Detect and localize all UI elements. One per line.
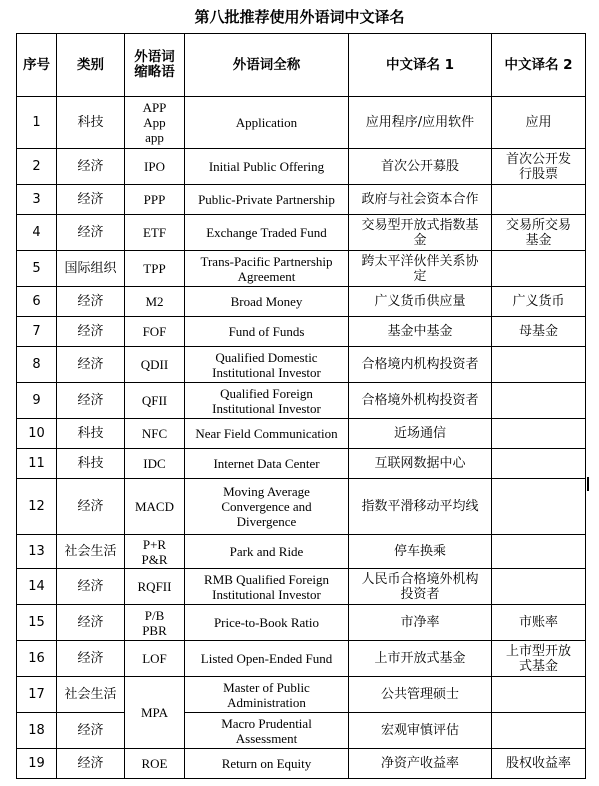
cell-zh1: 净资产收益率 — [349, 749, 492, 779]
cell-zh1: 交易型开放式指数基 金 — [349, 215, 492, 251]
cell-category: 经济 — [57, 185, 125, 215]
cell-seq: 9 — [17, 383, 57, 419]
cell-abbr: ROE — [125, 749, 185, 779]
header-abbr: 外语词 缩略语 — [125, 34, 185, 97]
cell-abbr: MACD — [125, 479, 185, 535]
cell-full: Public-Private Partnership — [185, 185, 349, 215]
cell-full: Qualified Domestic Institutional Investor — [185, 347, 349, 383]
cell-full: RMB Qualified Foreign Institutional Investor — [185, 569, 349, 605]
cell-full: Initial Public Offering — [185, 149, 349, 185]
cell-category: 经济 — [57, 383, 125, 419]
cell-full: Internet Data Center — [185, 449, 349, 479]
cell-zh2: 市账率 — [492, 605, 586, 641]
cell-abbr: P+R P&R — [125, 535, 185, 569]
cell-full: Macro Prudential Assessment — [185, 713, 349, 749]
cell-full: Application — [185, 97, 349, 149]
table-row — [17, 749, 586, 779]
header-zh2: 中文译名 2 — [492, 34, 586, 97]
cell-seq: 6 — [17, 287, 57, 317]
cell-zh2 — [492, 677, 586, 713]
cell-seq: 16 — [17, 641, 57, 677]
cell-zh1: 近场通信 — [349, 419, 492, 449]
page-title: 第八批推荐使用外语词中文译名 — [194, 8, 405, 26]
cell-category: 科技 — [57, 449, 125, 479]
table-row — [17, 713, 586, 749]
cell-full: Exchange Traded Fund — [185, 215, 349, 251]
cell-zh2: 股权收益率 — [492, 749, 586, 779]
cell-zh1: 政府与社会资本合作 — [349, 185, 492, 215]
cell-zh2 — [492, 713, 586, 749]
cell-zh1: 指数平滑移动平均线 — [349, 479, 492, 535]
table-row — [17, 287, 586, 317]
cell-zh1: 上市开放式基金 — [349, 641, 492, 677]
cell-category: 经济 — [57, 569, 125, 605]
cell-seq: 5 — [17, 251, 57, 287]
cell-category: 经济 — [57, 605, 125, 641]
cell-full: Park and Ride — [185, 535, 349, 569]
cell-full: Master of Public Administration — [185, 677, 349, 713]
table-row — [17, 185, 586, 215]
table-row — [17, 97, 586, 149]
cell-seq: 4 — [17, 215, 57, 251]
table-row — [17, 419, 586, 449]
table-row — [17, 569, 586, 605]
cell-category: 科技 — [57, 97, 125, 149]
table-row — [17, 677, 586, 713]
table-row — [17, 479, 586, 535]
cell-zh1: 合格境内机构投资者 — [349, 347, 492, 383]
table-row — [17, 383, 586, 419]
header-zh1: 中文译名 1 — [349, 34, 492, 97]
cell-zh2: 上市型开放 式基金 — [492, 641, 586, 677]
cell-zh2: 广义货币 — [492, 287, 586, 317]
cell-abbr: QDII — [125, 347, 185, 383]
cell-zh1: 跨太平洋伙伴关系协 定 — [349, 251, 492, 287]
cell-abbr: LOF — [125, 641, 185, 677]
cell-zh2: 母基金 — [492, 317, 586, 347]
cell-category: 经济 — [57, 713, 125, 749]
cell-zh1: 基金中基金 — [349, 317, 492, 347]
cell-zh1: 停车换乘 — [349, 535, 492, 569]
cell-category: 社会生活 — [57, 535, 125, 569]
cell-zh1: 合格境外机构投资者 — [349, 383, 492, 419]
table-row — [17, 251, 586, 287]
cell-full: Trans-Pacific Partnership Agreement — [185, 251, 349, 287]
cell-full: Price-to-Book Ratio — [185, 605, 349, 641]
cell-zh2 — [492, 569, 586, 605]
cell-category: 经济 — [57, 317, 125, 347]
cell-category: 经济 — [57, 149, 125, 185]
cell-full: Near Field Communication — [185, 419, 349, 449]
cell-abbr: M2 — [125, 287, 185, 317]
header-full: 外语词全称 — [185, 34, 349, 97]
cell-zh2 — [492, 535, 586, 569]
cell-category: 经济 — [57, 749, 125, 779]
cell-zh1: 应用程序/应用软件 — [349, 97, 492, 149]
cell-abbr: QFII — [125, 383, 185, 419]
cell-zh1: 首次公开募股 — [349, 149, 492, 185]
cell-full: Moving Average Convergence and Divergence — [185, 479, 349, 535]
cell-zh1: 互联网数据中心 — [349, 449, 492, 479]
cell-zh2: 应用 — [492, 97, 586, 149]
cell-seq: 11 — [17, 449, 57, 479]
table-row — [17, 347, 586, 383]
cell-abbr: APP App app — [125, 97, 185, 149]
table-row — [17, 317, 586, 347]
cell-abbr: RQFII — [125, 569, 185, 605]
cell-full: Listed Open-Ended Fund — [185, 641, 349, 677]
term-table — [16, 33, 586, 779]
cell-category: 科技 — [57, 419, 125, 449]
cell-zh1: 广义货币供应量 — [349, 287, 492, 317]
cell-full: Broad Money — [185, 287, 349, 317]
cell-category: 国际组织 — [57, 251, 125, 287]
cell-seq: 13 — [17, 535, 57, 569]
cell-abbr: IPO — [125, 149, 185, 185]
header-category: 类别 — [57, 34, 125, 97]
cell-zh1: 市净率 — [349, 605, 492, 641]
cell-seq: 10 — [17, 419, 57, 449]
cell-seq: 3 — [17, 185, 57, 215]
cell-full: Qualified Foreign Institutional Investor — [185, 383, 349, 419]
cell-zh2 — [492, 347, 586, 383]
cell-abbr: NFC — [125, 419, 185, 449]
cell-abbr: ETF — [125, 215, 185, 251]
cell-full: Fund of Funds — [185, 317, 349, 347]
cell-category: 经济 — [57, 479, 125, 535]
cell-zh1: 人民币合格境外机构 投资者 — [349, 569, 492, 605]
cell-seq: 19 — [17, 749, 57, 779]
cell-full: Return on Equity — [185, 749, 349, 779]
cell-zh2 — [492, 419, 586, 449]
cell-zh1: 宏观审慎评估 — [349, 713, 492, 749]
cell-zh1: 公共管理硕士 — [349, 677, 492, 713]
cell-zh2 — [492, 185, 586, 215]
cell-abbr: IDC — [125, 449, 185, 479]
header-row — [17, 34, 586, 97]
cell-category: 经济 — [57, 287, 125, 317]
cell-seq: 18 — [17, 713, 57, 749]
header-seq: 序号 — [17, 34, 57, 97]
cell-seq: 17 — [17, 677, 57, 713]
edge-mark — [587, 477, 589, 491]
table-row — [17, 449, 586, 479]
cell-category: 社会生活 — [57, 677, 125, 713]
cell-seq: 12 — [17, 479, 57, 535]
cell-seq: 8 — [17, 347, 57, 383]
cell-abbr: TPP — [125, 251, 185, 287]
cell-zh2 — [492, 251, 586, 287]
cell-abbr: PPP — [125, 185, 185, 215]
cell-seq: 2 — [17, 149, 57, 185]
table-row — [17, 641, 586, 677]
table-row — [17, 605, 586, 641]
cell-seq: 1 — [17, 97, 57, 149]
cell-seq: 14 — [17, 569, 57, 605]
cell-category: 经济 — [57, 215, 125, 251]
cell-abbr: MPA — [125, 677, 185, 749]
cell-category: 经济 — [57, 641, 125, 677]
cell-category: 经济 — [57, 347, 125, 383]
cell-seq: 7 — [17, 317, 57, 347]
table-row — [17, 215, 586, 251]
cell-zh2: 首次公开发 行股票 — [492, 149, 586, 185]
table-row — [17, 535, 586, 569]
cell-abbr: FOF — [125, 317, 185, 347]
cell-zh2 — [492, 479, 586, 535]
cell-seq: 15 — [17, 605, 57, 641]
table-row — [17, 149, 586, 185]
cell-zh2 — [492, 449, 586, 479]
cell-zh2 — [492, 383, 586, 419]
cell-abbr: P/B PBR — [125, 605, 185, 641]
cell-zh2: 交易所交易 基金 — [492, 215, 586, 251]
